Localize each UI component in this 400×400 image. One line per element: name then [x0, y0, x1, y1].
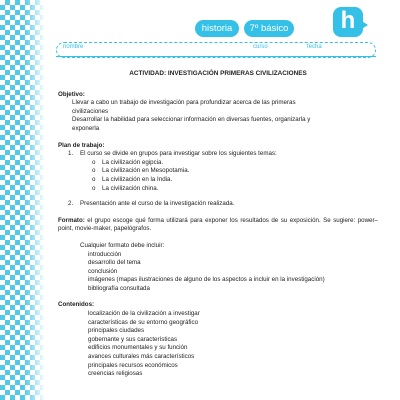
objective-heading: Objetivo: — [58, 90, 85, 98]
topic-text: La civilización en la India. — [102, 175, 173, 183]
bullet-icon: o — [92, 175, 96, 183]
plan-step-text: El curso se divide en grupos para investigar sobre los siguientes temas: — [80, 150, 277, 158]
topic-text: La civilización china. — [102, 184, 159, 192]
activity-title: ACTIVIDAD: INVESTIGACIÓN PRIMERAS CIVILIZACIONES — [129, 70, 307, 77]
content-item: localización de la civilización a investigar — [88, 310, 200, 318]
document-body — [58, 70, 378, 387]
subject-badge: historia — [195, 20, 239, 37]
objective-line: Llevar a cabo un trabajo de investigación para profundizar acerca de las primeras — [72, 99, 296, 107]
name-field-label: nombre — [63, 44, 84, 50]
h-logo-icon: h — [333, 7, 363, 37]
course-field-label: curso — [253, 44, 268, 50]
topic-text: La civilización en Mesopotamia. — [102, 167, 190, 175]
step-number: 2. — [68, 200, 74, 208]
plan-step-text: Presentación ante el curso de la investigación realizada. — [80, 200, 235, 208]
level-badge: 7º básico — [244, 20, 294, 37]
plan-step-2 — [58, 200, 378, 209]
content-item: avances culturales más característicos — [88, 353, 195, 361]
bullet-icon: o — [92, 167, 96, 175]
contents-section — [58, 301, 378, 378]
logo-tail-decoration — [360, 20, 368, 30]
format-section — [58, 217, 378, 234]
content-item: características de su entorno geográfico — [88, 318, 199, 326]
bullet-icon: o — [92, 184, 96, 192]
topic-text: La civilización egipcia. — [102, 158, 164, 166]
include-section — [58, 242, 378, 294]
content-item: creencias religiosas — [88, 370, 143, 378]
work-plan-section — [58, 142, 378, 209]
topic-item — [58, 185, 378, 194]
objective-section — [58, 91, 378, 134]
include-lead: Cualquier formato debe incluir: — [80, 241, 165, 249]
content-item: principales recursos económicos — [88, 361, 178, 369]
topic-item — [58, 167, 378, 176]
header-divider — [56, 56, 376, 57]
work-plan-heading: Plan de trabajo: — [58, 141, 105, 149]
step-number: 1. — [68, 150, 74, 158]
content-item: edificios monumentales y su función — [88, 344, 188, 352]
plan-step-1 — [58, 150, 378, 159]
format-text: el grupo escoge qué forma utilizará para exponer los resultados de su exposición. Se sugiere: power–point, movie-maker, papelógrafos. — [58, 216, 378, 233]
include-item: conclusión — [88, 267, 118, 275]
objective-line: exponerla — [72, 124, 100, 132]
objective-line: civilizaciones — [72, 107, 109, 115]
topic-item — [58, 176, 378, 185]
topic-item — [58, 159, 378, 168]
date-field-label: fecha — [307, 44, 322, 50]
bullet-icon: o — [92, 158, 96, 166]
checker-fade-overlay — [0, 0, 44, 400]
include-item: imágenes (mapas ilustraciones de alguno de los aspectos a incluir en la investigación) — [88, 276, 325, 284]
objective-line: Desarrollar la habilidad para seleccionar información en diversas fuentes, organizarla y — [72, 116, 311, 124]
content-item: gobernante y sus características — [88, 335, 178, 343]
format-heading: Formato: — [58, 216, 85, 224]
content-item: principales ciudades — [88, 327, 145, 335]
include-item: bibliografía consultada — [88, 284, 150, 292]
contents-heading: Contenidos: — [58, 301, 95, 309]
include-item: introducción — [88, 250, 122, 258]
include-item: desarrollo del tema — [88, 259, 141, 267]
